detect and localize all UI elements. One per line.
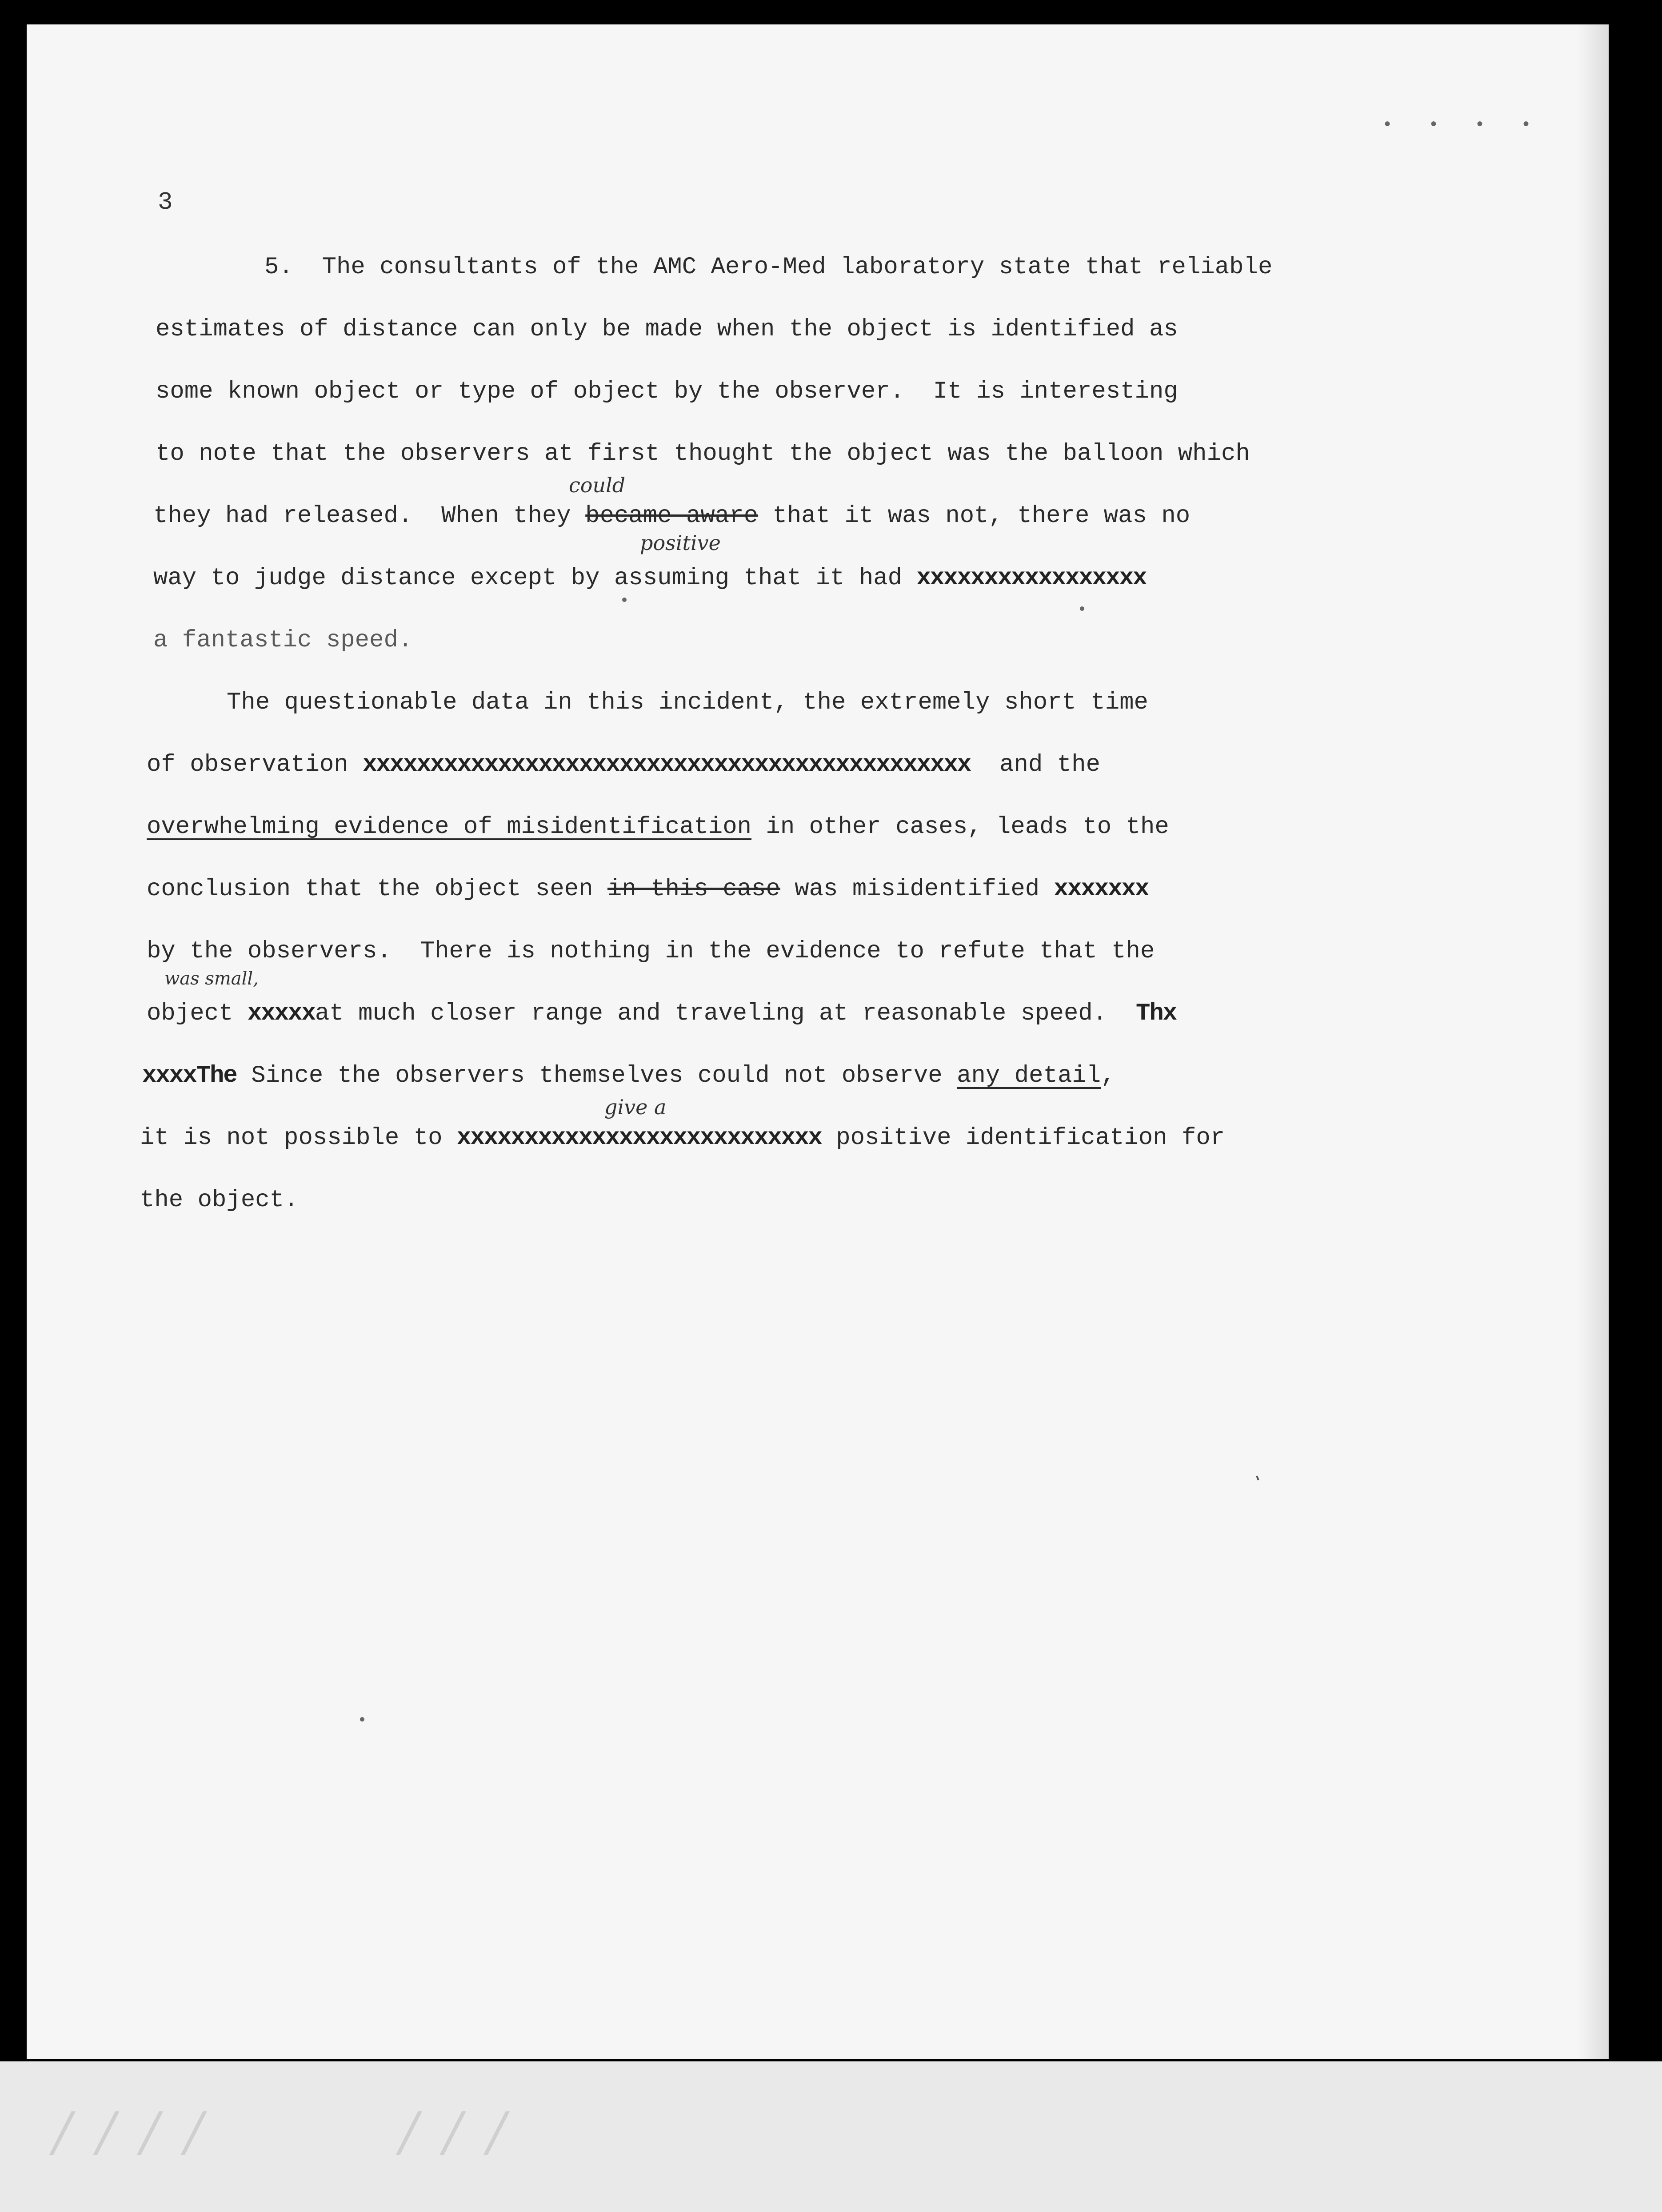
xed-out-text: xxxxxxxxxxxxxxxxxxxxxxxxxxx	[456, 1124, 822, 1152]
handwritten-insert: give a	[604, 1095, 667, 1119]
text-line-10: overwhelming evidence of misidentification in other cases, leads to the	[147, 813, 1169, 841]
stray-mark	[360, 1717, 364, 1722]
typed-body	[27, 24, 1609, 2059]
stray-mark	[1080, 606, 1084, 611]
text-line-4: to note that the observers at first thought the object was the balloon which	[156, 440, 1250, 467]
text-line-15: it is not possible to xxxxxxxxxxxxxxxxxxxxxxxxxxx positive identification for	[140, 1124, 1225, 1152]
text-line-2: estimates of distance can only be made when the object is identified as	[156, 316, 1178, 343]
page-number: 3	[158, 188, 173, 216]
handwritten-insert: positive	[640, 531, 721, 555]
handwritten-insert: was small,	[164, 968, 259, 989]
text-line-1: 5. The consultants of the AMC Aero-Med laboratory state that reliable	[264, 254, 1273, 281]
struck-text: in this case	[607, 876, 780, 903]
underlined-text: any detail	[957, 1062, 1101, 1089]
document-page	[27, 24, 1609, 2059]
xed-out-text: xxxxxxxxxxxxxxxxxxxxxxxxxxxxxxxxxxxxxxxxxxxxx	[363, 751, 971, 778]
corner-mark: • • • •	[1382, 116, 1544, 136]
text-line-9: of observation xxxxxxxxxxxxxxxxxxxxxxxxxxxxxxxxxxxxxxxxxxxxx and the	[147, 751, 1100, 778]
text-line-16: the object.	[140, 1187, 299, 1214]
text-line-12: by the observers. There is nothing in the evidence to refute that the	[147, 938, 1155, 965]
text-line-6: way to judge distance except by assuming that it had xxxxxxxxxxxxxxxxx	[153, 565, 1147, 592]
xed-out-text: xxxxx	[247, 1000, 315, 1027]
xed-out-text: xxxxThe	[142, 1062, 237, 1089]
text-line-13: object xxxxxat much closer range and traveling at reasonable speed. Thx	[147, 1000, 1177, 1027]
text-line-5: they had released. When they became aware that it was not, there was no	[153, 502, 1191, 530]
film-edge-marks: / / / /	[53, 2101, 208, 2163]
text-line-14: xxxxThe Since the observers themselves could not observe any detail,	[142, 1062, 1115, 1089]
underlined-text: overwhelming evidence of misidentification	[147, 813, 752, 841]
handwritten-insert: could	[569, 473, 626, 497]
caret-mark	[622, 598, 627, 602]
text-line-11: conclusion that the object seen in this case was misidentified xxxxxxx	[147, 876, 1149, 903]
text-line-7: a fantastic speed.	[153, 627, 413, 654]
xed-out-text: xxxxxxx	[1054, 876, 1149, 903]
xed-out-text: xxxxxxxxxxxxxxxxx	[916, 565, 1147, 592]
text-line-8: The questionable data in this incident, the extremely short time	[227, 689, 1148, 716]
text-line-3: some known object or type of object by the observer. It is interesting	[156, 378, 1178, 405]
xed-out-text: Thx	[1135, 1000, 1177, 1027]
struck-text: became aware	[585, 502, 759, 530]
film-edge-marks: / / /	[400, 2101, 510, 2163]
film-edge-strip	[0, 2061, 1662, 2212]
